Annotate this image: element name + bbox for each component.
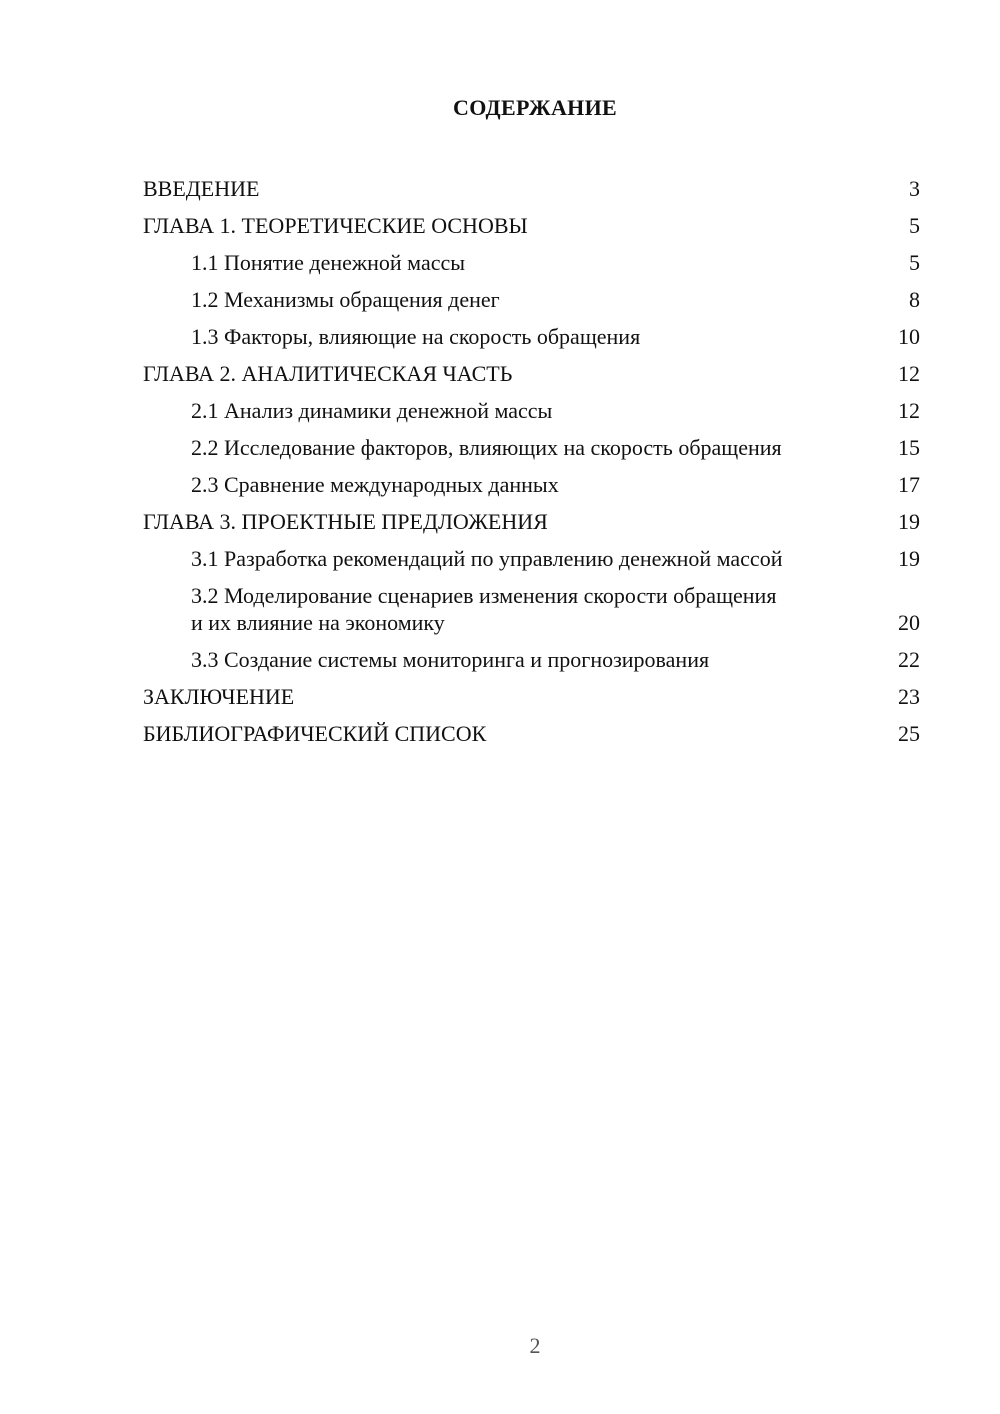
toc-entry-page-number: 5: [909, 213, 920, 238]
toc-subentry: [143, 318, 920, 355]
toc-entry-page-number: 23: [898, 684, 920, 709]
page-title: СОДЕРЖАНИЕ: [453, 95, 617, 120]
toc-entry-title: ВВЕДЕНИЕ: [143, 176, 260, 201]
toc-subentry: [143, 540, 920, 577]
toc-entry-page-number: 19: [898, 546, 920, 571]
toc-entry-title: 2.3 Сравнение международных данных: [191, 472, 559, 497]
toc-entry-title: 2.1 Анализ динамики денежной массы: [191, 398, 553, 423]
toc-entry-page-number: 20: [898, 610, 920, 635]
toc-entry-page-number: 8: [909, 287, 920, 312]
toc-entry: [143, 678, 920, 715]
toc-entry-page-number: 17: [898, 472, 920, 497]
toc-entry-title: ЗАКЛЮЧЕНИЕ: [143, 684, 295, 709]
toc-entry: [143, 170, 920, 207]
toc-entry: [143, 355, 920, 392]
toc-entry-page-number: 3: [909, 176, 920, 201]
toc-subentry: [143, 244, 920, 281]
toc-entry-title: БИБЛИОГРАФИЧЕСКИЙ СПИСОК: [143, 721, 487, 746]
toc-subentry: [143, 641, 920, 678]
toc-entry-title: 1.1 Понятие денежной массы: [191, 250, 466, 275]
toc-entry: [143, 207, 920, 244]
toc-entry-page-number: 10: [898, 324, 920, 349]
toc-entry-page-number: 19: [898, 509, 920, 534]
toc-entry-title: 1.3 Факторы, влияющие на скорость обращения: [191, 324, 641, 349]
toc-entry-page-number: 12: [898, 361, 920, 386]
toc-entry-title: ГЛАВА 1. ТЕОРЕТИЧЕСКИЕ ОСНОВЫ: [143, 213, 528, 238]
toc-entry-page-number: 25: [898, 721, 920, 746]
toc-entry-page-number: 5: [909, 250, 920, 275]
toc-entry-title: 3.3 Создание системы мониторинга и прогнозирования: [191, 647, 710, 672]
toc-subentry: [143, 429, 920, 466]
toc-entry-title: 3.1 Разработка рекомендаций по управлению денежной массой: [191, 546, 783, 571]
toc-entry-page-number: 12: [898, 398, 920, 423]
toc-entry-title: 3.2 Моделирование сценариев изменения скорости обращения и их влияние на экономику: [191, 583, 777, 635]
toc-entry-title: 2.2 Исследование факторов, влияющих на скорость обращения: [191, 435, 782, 460]
page-number: 2: [529, 1333, 541, 1358]
toc-entry-page-number: 15: [898, 435, 920, 460]
toc-entry-title: ГЛАВА 3. ПРОЕКТНЫЕ ПРЕДЛОЖЕНИЯ: [143, 509, 548, 534]
toc-entry-title: ГЛАВА 2. АНАЛИТИЧЕСКАЯ ЧАСТЬ: [143, 361, 513, 386]
toc-subentry: [143, 577, 920, 641]
table-of-contents: [143, 170, 920, 752]
toc-entry: [143, 715, 920, 752]
toc-entry-title: 1.2 Механизмы обращения денег: [191, 287, 500, 312]
toc-subentry: [143, 392, 920, 429]
toc-subentry: [143, 466, 920, 503]
toc-subentry: [143, 281, 920, 318]
toc-entry-page-number: 22: [898, 647, 920, 672]
toc-entry: [143, 503, 920, 540]
